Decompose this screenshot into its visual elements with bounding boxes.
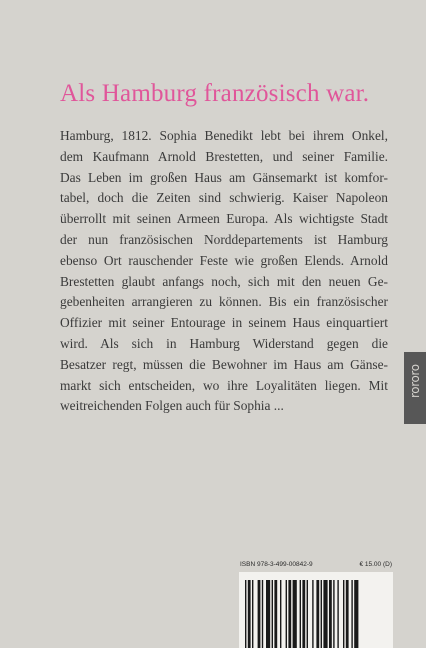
blurb-line: Das Leben im großen Haus am Gänsemarkt ist komfor- (60, 169, 388, 185)
barcode-bar (274, 580, 277, 648)
barcode-bar (346, 580, 349, 648)
barcode-bar (302, 580, 305, 648)
barcode-bar (307, 580, 308, 648)
isbn-text: ISBN 978-3-499-00842-9 (240, 561, 313, 568)
barcode-bar (333, 580, 334, 648)
publisher-logo-text: rororo (408, 364, 422, 398)
blurb-line: Hamburg, 1812. Sophia Benedikt lebt bei ihrem Onkel, (60, 128, 388, 143)
blurb-line: markt sich entscheiden, wo ihre Loyalitäten liegen. Mit (60, 377, 388, 393)
barcode-bar (329, 580, 332, 648)
barcode-bar (293, 580, 297, 648)
barcode-bar (272, 580, 273, 648)
barcode-bar (343, 580, 344, 648)
barcode-bar (337, 580, 338, 648)
blurb-line: überrollt mit seinen Armeen Europa. Als wichtigste Stadt (60, 211, 388, 227)
barcode-bar (354, 580, 358, 648)
blurb-line: gebenheiten arrangieren zu können. Bis ein französischer (60, 294, 388, 310)
barcode-bar (258, 580, 261, 648)
blurb-text (60, 126, 388, 417)
barcode-bar (312, 580, 313, 648)
blurb-line: wird. Als sich in Hamburg Widerstand gegen die (60, 335, 388, 351)
blurb-line: Brestetten glaubt anfangs noch, sich mit den neuen Ge- (60, 273, 388, 289)
barcode-bar (286, 580, 287, 648)
barcode-bar (245, 580, 246, 648)
barcode-bar (252, 580, 253, 648)
blurb-line: weitreichenden Folgen auch für Sophia ... (60, 398, 284, 414)
blurb-line: dem Kaufmann Arnold Brestetten, und seiner Familie. (60, 148, 388, 164)
blurb-line: tabel, doch die Zeiten sind schwierig. Kaiser Napoleon (60, 190, 388, 206)
blurb-line: der nun französischen Norddepartements ist Hamburg (60, 231, 388, 247)
blurb-line: Offizier mit seiner Entourage in seinem Haus einquartiert (60, 315, 388, 331)
barcode-bar (323, 580, 327, 648)
barcode-bar (321, 580, 322, 648)
barcode-bar (248, 580, 251, 648)
isbn-price-row (240, 560, 392, 570)
barcode-bar (316, 580, 319, 648)
barcode-bar (300, 580, 301, 648)
blurb-line: Besatzer regt, müssen die Bewohner im Haus am Gänse- (60, 356, 388, 372)
barcode-bar (266, 580, 270, 648)
barcode-bars (239, 572, 393, 648)
barcode-bar (288, 580, 291, 648)
headline: Als Hamburg französisch war. (60, 80, 370, 107)
barcode-bar (280, 580, 281, 648)
publisher-logo (404, 352, 426, 424)
barcode-bar (262, 580, 263, 648)
barcode (239, 572, 393, 648)
barcode-bar (351, 580, 352, 648)
blurb-line: ebenso Ort rauschender Feste wie großen Elends. Arnold (60, 252, 388, 268)
price-text: € 15.00 (D) (359, 561, 392, 568)
